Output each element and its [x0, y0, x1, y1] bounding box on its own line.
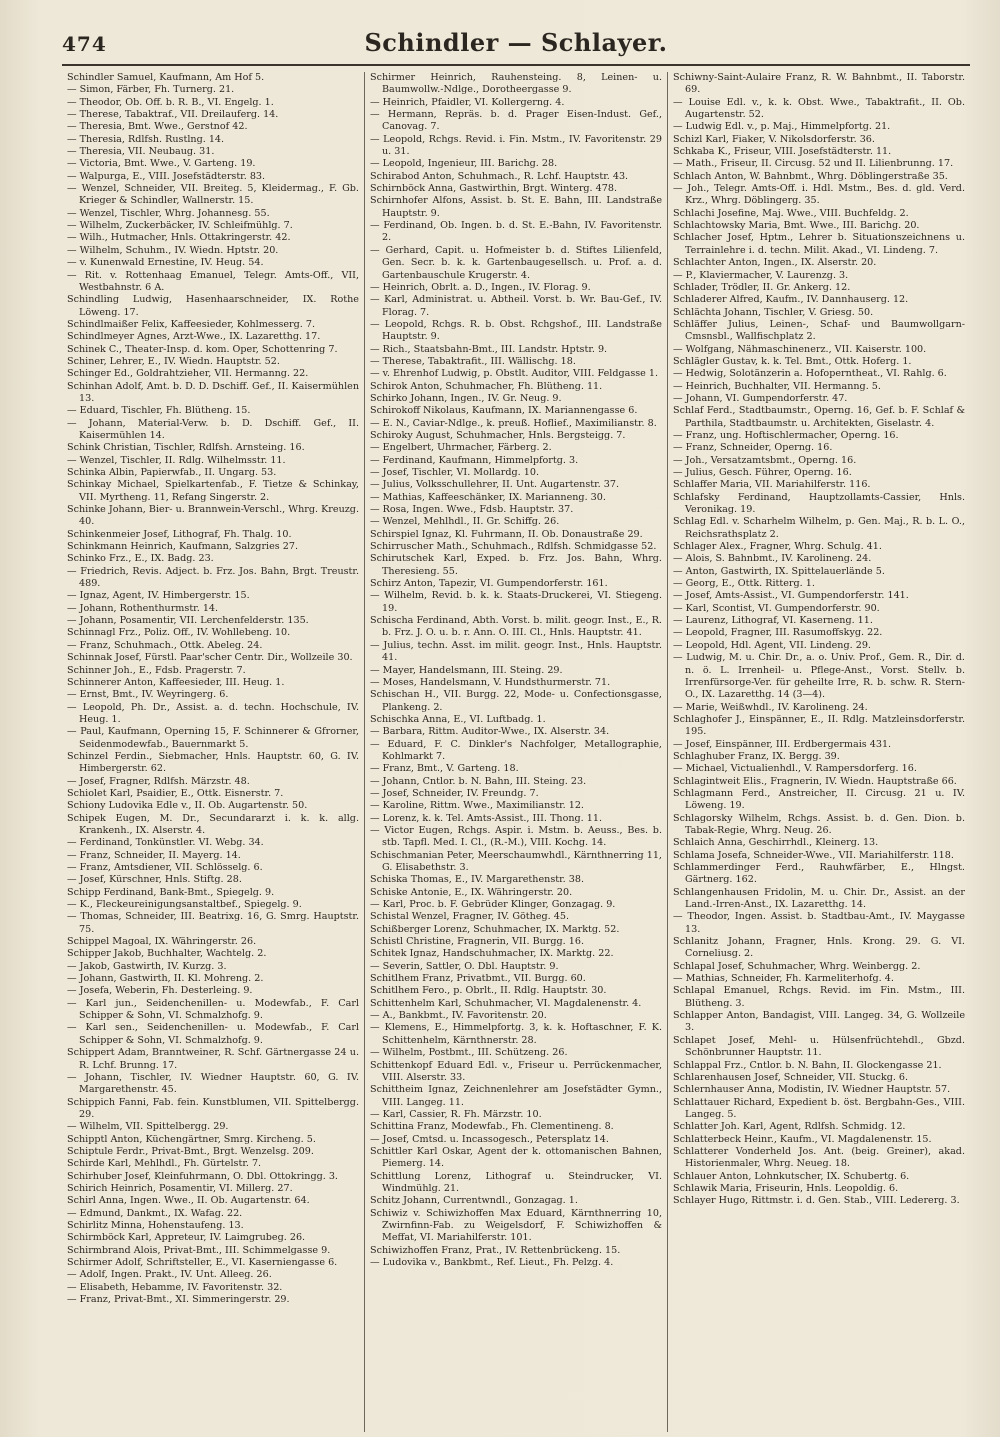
directory-entry: Schinnagl Frz., Poliz. Off., IV. Wohllebeng. 10.: [67, 627, 291, 639]
directory-entry: Schink Christian, Tischler, Rdlfsh. Arnsteing. 16.: [67, 442, 305, 454]
directory-entry: Schiner, Lehrer, E., IV. Wiedn. Hauptstr. 52.: [67, 355, 280, 367]
directory-entry: Schinkenmeier Josef, Lithograf, Fh. Thalg. 10.: [67, 528, 292, 540]
directory-entry: — Wenzel, Schneider, VII. Breiteg. 5, Kleidermag., F. Gb. Krieger & Schindler, Wallnerstr. 15.: [67, 183, 359, 207]
directory-entry: — Louise Edl. v., k. k. Obst. Wwe., Tabaktrafit., II. Ob. Augartenstr. 52.: [673, 96, 965, 121]
directory-entry: — Thomas, Schneider, III. Beatrixg. 16, G. Smrg. Hauptstr. 75.: [67, 911, 359, 935]
directory-entry: Schirz Anton, Tapezir, VI. Gumpendorferstr. 161.: [370, 578, 608, 590]
directory-entry: Schiwizhoffen Franz, Prat., IV. Rettenbrückeng. 15.: [370, 1244, 621, 1256]
directory-entry: — Franz, Bmt., V. Garteng. 18.: [370, 763, 519, 775]
directory-entry: Schlama Josefa, Schneider-Wwe., VII. Mariahilferstr. 118.: [673, 849, 954, 861]
directory-entry: Schirmböck Karl, Appreteur, IV. Laimgrubeg. 26.: [67, 1232, 306, 1244]
directory-entry: — Ferdinand, Tonkünstler. VI. Webg. 34.: [67, 837, 264, 849]
directory-entry: Schindling Ludwig, Hasenhaarschneider, IX. Rothe Löweng. 17.: [67, 294, 359, 318]
directory-entry: — Franz, Schneider, II. Mayerg. 14.: [67, 849, 241, 861]
directory-entry: — v. Kunenwald Ernestine, IV. Heug. 54.: [67, 257, 264, 269]
directory-entry: Schinko Frz., E., IX. Badg. 23.: [67, 553, 214, 565]
directory-entry: Schirnböck Anna, Gastwirthin, Brgt. Winterg. 478.: [370, 183, 618, 195]
directory-entry: — Laurenz, Lithograf, VI. Kaserneng. 11.: [673, 615, 873, 627]
directory-entry: Schittler Karl Oskar, Agent der k. ottomanischen Bahnen, Piemerg. 14.: [370, 1145, 662, 1170]
directory-entry: Schipp Ferdinand, Bank-Bmt., Spiegelg. 9.: [67, 886, 275, 898]
directory-entry: Schitek Ignaz, Handschuhmacher, IX. Marktg. 22.: [370, 948, 614, 960]
directory-entry: — Edmund, Dankmt., IX. Wafag. 22.: [67, 1207, 243, 1219]
directory-entry: — Rosa, Ingen. Wwe., Fdsb. Hauptstr. 37.: [370, 504, 574, 516]
directory-entry: Schirok Anton, Schuhmacher, Fh. Blütheng. 11.: [370, 380, 603, 392]
directory-entry: Schirhuber Josef, Kleinfuhrmann, O. Dbl. Ottokringg. 3.: [67, 1170, 338, 1182]
directory-entry: — Math., Friseur, II. Circusg. 52 und II. Lilienbrunng. 17.: [673, 158, 954, 170]
directory-entry: Schittenkopf Eduard Edl. v., Friseur u. Perrückenmacher, VIII. Alserstr. 33.: [370, 1059, 662, 1083]
directory-entry: — Simon, Färber, Fh. Turnerg. 21.: [67, 84, 235, 96]
directory-entry: Schlachi Josefine, Maj. Wwe., VIII. Buchfeldg. 2.: [673, 207, 909, 219]
directory-entry: — Joh., Telegr. Amts-Off. i. Hdl. Mstm., Bes. d. gld. Verd. Krz., Whrg. Döblingerg. 35.: [673, 183, 965, 207]
directory-entry: Schirruscher Math., Schuhmach., Rdlfsh. Schmidgasse 52.: [370, 541, 657, 553]
running-title: Schindler — Schlayer.: [364, 28, 668, 57]
directory-entry: Schinger Ed., Goldrahtzieher, VII. Hermanng. 22.: [67, 368, 309, 380]
directory-entry: Schirmbrand Alois, Privat-Bmt., III. Schimmelgasse 9.: [67, 1244, 331, 1256]
directory-entry: — Elisabeth, Hebamme, IV. Favoritenstr. 32.: [67, 1281, 283, 1293]
directory-entry: — Therese, Tabaktraf., VII. Dreilauferg. 14.: [67, 109, 279, 121]
page-number: 474: [62, 32, 107, 56]
directory-entry: — Leopold, Fragner, III. Rasumoffskyg. 22.: [673, 627, 883, 639]
directory-entry: Schirde Karl, Mehlhdl., Fh. Gürtelstr. 7.: [67, 1158, 262, 1170]
directory-entry: — Walpurga, E., VIII. Josefstädterstr. 83.: [67, 170, 266, 182]
directory-entry: Schippert Adam, Branntweiner, R. Schf. Gärtnergasse 24 u. R. Lchf. Brunng. 17.: [67, 1047, 359, 1071]
directory-entry: — Wilhelm, Zuckerbäcker, IV. Schleifmühlg. 7.: [67, 220, 293, 232]
directory-entry: — Karl, Cassier, R. Fh. Märzstr. 10.: [370, 1108, 542, 1120]
directory-entry: Schizl Karl, Fiaker, V. Nikolsdorferstr. 36.: [673, 133, 875, 145]
directory-entry: — Jakob, Gastwirth, IV. Kurzg. 3.: [67, 960, 227, 972]
header-rule: [62, 64, 970, 66]
directory-entry: — Franz, Privat-Bmt., XI. Simmeringerstr. 29.: [67, 1294, 290, 1306]
directory-entry: Schinek C., Theater-Insp. d. kom. Oper, Schottenring 7.: [67, 343, 338, 355]
directory-entry: Schlägler Gustav, k. k. Tel. Bmt., Ottk. Hoferg. 1.: [673, 355, 912, 367]
directory-entry: Schlag Edl. v. Scharhelm Wilhelm, p. Gen. Maj., R. b. L. O., Reichsrathsplatz 2.: [673, 516, 965, 540]
directory-entry: Schirabod Anton, Schuhmach., R. Lchf. Hauptstr. 43.: [370, 170, 629, 182]
directory-entry: — Gerhard, Capit. u. Hofmeister b. d. Stiftes Lilienfeld, Gen. Secr. b. k. k. Gartenbaugesellsch. u. Prof. a. d. Gartenbauschule Krugerstr. 4.: [370, 244, 662, 281]
directory-entry: Schirlitz Minna, Hohenstaufeng. 13.: [67, 1219, 244, 1231]
directory-entry: Schlatterbeck Heinr., Kaufm., VI. Magdalenenstr. 15.: [673, 1133, 932, 1145]
directory-entry: Schinkmann Heinrich, Kaufmann, Salzgries 27.: [67, 541, 299, 553]
directory-entry: Schippel Magoal, IX. Währingerstr. 26.: [67, 936, 257, 948]
directory-entry: — Josef, Fragner, Rdlfsh. Märzstr. 48.: [67, 775, 250, 787]
directory-entry: — Franz, Schuhmach., Ottk. Abeleg. 24.: [67, 639, 263, 651]
directory-entry: — Ludwig Edl. v., p. Maj., Himmelpfortg. 21.: [673, 121, 891, 133]
directory-entry: Schlawik Maria, Friseurin, Hnls. Leopoldig. 6.: [673, 1182, 899, 1194]
directory-columns: [62, 72, 970, 1432]
directory-entry: Schischan H., VII. Burgg. 22, Mode- u. Confectionsgasse, Plankeng. 2.: [370, 689, 662, 713]
directory-entry: — Ludovika v., Bankbmt., Ref. Lieut., Fh. Pelzg. 4.: [370, 1257, 614, 1268]
directory-entry: — Heinrich, Buchhalter, VII. Hermanng. 5.: [673, 380, 881, 392]
directory-entry: Schlapal Josef, Schuhmacher, Whrg. Weinbergg. 2.: [673, 960, 921, 972]
directory-entry: Schirspiel Ignaz, Kl. Fuhrmann, II. Ob. Donaustraße 29.: [370, 528, 643, 540]
directory-entry: Schirmer Adolf, Schriftsteller, E., VI. Kaserniengasse 6.: [67, 1257, 338, 1268]
directory-entry: — Klemens, E., Himmelpfortg. 3, k. k. Hoftaschner, F. K. Schittenhelm, Kärnthnerstr. 28.: [370, 1022, 662, 1046]
directory-entry: Schinhan Adolf, Amt. b. D. D. Dschiff. Gef., II. Kaisermühlen 13.: [67, 380, 359, 404]
directory-entry: — Josef, Schneider, IV. Freundg. 7.: [370, 787, 539, 799]
directory-entry: Schinzel Ferdin., Siebmacher, Hnls. Hauptstr. 60, G. IV. Himbergerstr. 62.: [67, 750, 359, 775]
directory-entry: — Josefa, Weberin, Fh. Desterleing. 9.: [67, 985, 253, 997]
directory-entry: — A., Bankbmt., IV. Favoritenstr. 20.: [370, 1010, 547, 1022]
directory-entry: — Franz, ung. Hoftischlermacher, Operng. 16.: [673, 429, 899, 441]
directory-entry: — Rit. v. Rottenhaag Emanuel, Telegr. Amts-Off., VII, Westbahnstr. 6 A.: [67, 269, 359, 293]
directory-entry: — Johann, Tischler, IV. Wiedner Hauptstr. 60, G. IV. Margarethenstr. 45.: [67, 1071, 359, 1096]
directory-entry: Schlach Anton, W. Bahnbmt., Whrg. Döblingerstraße 35.: [673, 170, 948, 182]
directory-entry: — Theodor, Ob. Off. b. R. B., VI. Engelg. 1.: [67, 96, 274, 108]
directory-entry: — Victoria, Bmt. Wwe., V. Garteng. 19.: [67, 158, 256, 170]
directory-entry: Schitlhem Franz, Privatbmt., VII. Burgg. 60.: [370, 973, 586, 985]
directory-entry: Schlager Alex., Fragner, Whrg. Schulg. 41.: [673, 541, 882, 553]
directory-entry: — Wilh., Hutmacher, Hnls. Ottakringerstr. 42.: [67, 232, 291, 244]
directory-entry: — Georg, E., Ottk. Ritterg. 1.: [673, 578, 815, 590]
directory-entry: — Victor Eugen, Rchgs. Aspir. i. Mstm. b. Aeuss., Bes. b. stb. Tapfl. Med. I. Cl., (R.-M.), VIII. Kochg. 14.: [370, 824, 662, 849]
directory-entry: — Wenzel, Mehlhdl., II. Gr. Schiffg. 26.: [370, 516, 560, 528]
directory-entry: — Mayer, Handelsmann, III. Steing. 29.: [370, 664, 563, 676]
directory-entry: — Leopold, Rchgs. R. b. Obst. Rchgshof., III. Landstraße Hauptstr. 9.: [370, 318, 662, 343]
directory-entry: Schlafsky Ferdinand, Hauptzollamts-Cassier, Hnls. Veronikag. 19.: [673, 491, 965, 516]
directory-entry: Schlaghofer J., Einspänner, E., II. Rdlg. Matzleinsdorferstr. 195.: [673, 713, 965, 738]
directory-entry: — Julius, techn. Asst. im milit. geogr. Inst., Hnls. Hauptstr. 41.: [370, 639, 662, 664]
directory-entry: Schischmanian Peter, Meerschaumwhdl., Kärnthnerring 11, G. Elisabethstr. 3.: [370, 849, 662, 873]
directory-entry: Schlagmann Ferd., Anstreicher, II. Circusg. 21 u. IV. Löweng. 19.: [673, 787, 965, 812]
directory-entry: Schippich Fanni, Fab. fein. Kunstblumen, VII. Spittelbergg. 29.: [67, 1096, 359, 1120]
directory-entry: — Engelbert, Uhrmacher, Färberg. 2.: [370, 442, 552, 454]
directory-entry: Schirl Anna, Ingen. Wwe., II. Ob. Augartenstr. 64.: [67, 1195, 310, 1207]
directory-entry: Schlaffer Maria, VII. Mariahilferstr. 116.: [673, 479, 871, 491]
directory-entry: — Karl, Proc. b. F. Gebrüder Klinger, Gonzagag. 9.: [370, 899, 616, 911]
directory-entry: Schlacher Josef, Hptm., Lehrer b. Situationszeichnens u. Terrainlehre i. d. techn. Milit. Akad., VI. Lindeng. 7.: [673, 232, 965, 256]
column-right: [667, 72, 970, 1432]
directory-entry: — Julius, Volksschullehrer, II. Unt. Augartenstr. 37.: [370, 479, 620, 491]
directory-entry: Schkaba K., Friseur, VIII. Josefstädterstr. 11.: [673, 146, 892, 158]
directory-entry: — Karl sen., Seidenchenillen- u. Modewfab., F. Carl Schipper & Sohn, VI. Schmalzhofg. 9.: [67, 1022, 359, 1046]
directory-entry: — Josef, Kürschner, Hnls. Stiftg. 28.: [67, 874, 242, 886]
page-header: [62, 26, 970, 60]
directory-entry: Schläffer Julius, Leinen-, Schaf- und Baumwollgarn-Cmsnsbl., Wallfischplatz 2.: [673, 318, 965, 343]
directory-entry: — Severin, Sattler, O. Dbl. Hauptstr. 9.: [370, 960, 559, 972]
directory-entry: Schinnak Josef, Fürstl. Paar'scher Centr. Dir., Wollzeile 30.: [67, 652, 353, 664]
directory-entry: Schiolet Karl, Psaidier, E., Ottk. Eisnerstr. 7.: [67, 787, 284, 799]
directory-entry: — Wenzel, Tischler, II. Rdlg. Wilhelmsstr. 11.: [67, 454, 286, 466]
directory-entry: Schlangenhausen Fridolin, M. u. Chir. Dr., Assist. an der Land.-Irren-Anst., IX. Lazaretthg. 14.: [673, 886, 965, 911]
directory-entry: Schiwiz v. Schiwizhoffen Max Eduard, Kärnthnerring 10, Zwirnfinn-Fab. zu Weigelsdorf, F. Schiwizhoffen & Meffat, VI. Mariahilferstr. 101.: [370, 1207, 662, 1244]
directory-entry: Schitz Johann, Currentwndl., Gonzagag. 1.: [370, 1195, 578, 1207]
directory-entry: — K., Fleckeureinigungsanstaltbef., Spiegelg. 9.: [67, 899, 302, 911]
directory-entry: Schirmer Heinrich, Rauhensteing. 8, Leinen- u. Baumwollw.-Ndlge., Dorotheergasse 9.: [370, 72, 662, 96]
directory-entry: — Lorenz, k. k. Tel. Amts-Assist., III. Thong. 11.: [370, 812, 603, 824]
directory-entry: Schipptl Anton, Küchengärtner, Smrg. Kircheng. 5.: [67, 1133, 316, 1145]
directory-entry: — Karl jun., Seidenchenillen- u. Modewfab., F. Carl Schipper & Sohn, VI. Schmalzhofg. 9.: [67, 997, 359, 1022]
directory-entry: Schlatterer Vonderheld Jos. Ant. (beig. Greiner), akad. Historienmaler, Whrg. Neueg. 18.: [673, 1145, 965, 1170]
directory-entry: — Eduard, Tischler, Fh. Blütheng. 15.: [67, 405, 251, 417]
directory-entry: — Mathias, Schneider, Fh. Karmeliterhofg. 4.: [673, 973, 894, 985]
directory-entry: Schlagorsky Wilhelm, Rchgs. Assist. b. d. Gen. Dion. b. Tabak-Regie, Whrg. Neug. 26.: [673, 812, 965, 836]
directory-entry: — Johann, VI. Gumpendorferstr. 47.: [673, 392, 848, 404]
directory-entry: — Leopold, Hdl. Agent, VII. Lindeng. 29.: [673, 639, 871, 651]
directory-entry: — Friedrich, Revis. Adject. b. Frz. Jos. Bahn, Brgt. Treustr. 489.: [67, 565, 359, 590]
directory-entry: — Eduard, F. C. Dinkler's Nachfolger, Metallographie, Kohlmarkt 7.: [370, 738, 662, 762]
directory-entry: Schinka Albin, Papierwfab., II. Ungarg. 53.: [67, 467, 277, 478]
directory-entry: — Karl, Administrat. u. Abtheil. Vorst. b. Wr. Bau-Gef., IV. Florag. 7.: [370, 294, 662, 318]
directory-entry: Schlarenhausen Josef, Schneider, VII. Stuckg. 6.: [673, 1071, 909, 1083]
directory-entry: — Mathias, Kaffeeschänker, IX. Marianneng. 30.: [370, 491, 606, 503]
directory-entry: Schiroky August, Schuhmacher, Hnls. Bergsteigg. 7.: [370, 429, 626, 441]
directory-entry: Schlächta Johann, Tischler, V. Griesg. 50.: [673, 306, 874, 318]
directory-entry: — Josef, Amts-Assist., VI. Gumpendorferstr. 141.: [673, 590, 909, 602]
directory-entry: — Adolf, Ingen. Prakt., IV. Unt. Alleeg. 26.: [67, 1269, 272, 1281]
directory-entry: Schipek Eugen, M. Dr., Secundararzt i. k. k. allg. Krankenh., IX. Alserstr. 4.: [67, 812, 359, 836]
directory-entry: Schlauer Anton, Lohnkutscher, IX. Schubertg. 6.: [673, 1170, 910, 1182]
directory-entry: Schirutschek Karl, Exped. b. Frz. Jos. Bahn, Whrg. Theresieng. 55.: [370, 553, 662, 577]
directory-entry: Schiwny-Saint-Aulaire Franz, R. W. Bahnbmt., II. Taborstr. 69.: [673, 72, 965, 96]
directory-entry: — Theresia, VII. Neubaug. 31.: [67, 146, 215, 158]
directory-entry: — Ferdinand, Kaufmann, Himmelpfortg. 3.: [370, 454, 579, 466]
directory-entry: — Ferdinand, Ob. Ingen. b. d. St. E.-Bahn, IV. Favoritenstr. 2.: [370, 220, 662, 244]
directory-entry: Schindlmeyer Agnes, Arzt-Wwe., IX. Lazaretthg. 17.: [67, 331, 321, 343]
directory-entry: — Johann, Posamentir, VII. Lerchenfelderstr. 135.: [67, 615, 309, 627]
directory-entry: Schlernhauser Anna, Modistin, IV. Wiedner Hauptstr. 57.: [673, 1084, 951, 1096]
directory-entry: — Wilhelm, Revid. b. k. k. Staats-Druckerei, VI. Stiegeng. 19.: [370, 590, 662, 614]
directory-entry: — Barbara, Rittm. Auditor-Wwe., IX. Alserstr. 34.: [370, 726, 610, 738]
directory-entry: — Theodor, Ingen. Assist. b. Stadtbau-Amt., IV. Maygasse 13.: [673, 911, 965, 935]
directory-entry: Schlanitz Johann, Fragner, Hnls. Krong. 29. G. VI. Corneliusg. 2.: [673, 936, 965, 960]
directory-entry: — Wilhelm, Schuhm., IV. Wiedn. Hptstr. 20.: [67, 244, 279, 256]
directory-entry: Schitlhem Fero., p. Obrlt., II. Rdlg. Hauptstr. 30.: [370, 985, 607, 997]
directory-entry: Schladerer Alfred, Kaufm., IV. Dannhauserg. 12.: [673, 294, 909, 306]
directory-entry: — Ignaz, Agent, IV. Himbergerstr. 15.: [67, 590, 250, 602]
directory-entry: — Marie, Weißwhdl., IV. Karolineng. 24.: [673, 701, 868, 713]
directory-entry: — Karoline, Rittm. Wwe., Maximilianstr. 12.: [370, 800, 584, 812]
directory-entry: Schindlmaißer Felix, Kaffeesieder, Kohlmesserg. 7.: [67, 318, 316, 330]
directory-entry: Schlader, Trödler, II. Gr. Ankerg. 12.: [673, 281, 851, 293]
column-left: [62, 72, 364, 1432]
directory-entry: Schlaich Anna, Geschirrhdl., Kleinerg. 13.: [673, 837, 879, 849]
directory-entry: Schipper Jakob, Buchhalter, Wachtelg. 2.: [67, 948, 267, 960]
directory-entry: — Hermann, Repräs. b. d. Prager Eisen-Indust. Gef., Canovag. 7.: [370, 109, 662, 133]
directory-entry: — Therese, Tabaktrafit., III. Wällischg. 18.: [370, 355, 576, 367]
directory-entry: Schlachtowsky Maria, Bmt. Wwe., III. Barichg. 20.: [673, 220, 920, 232]
directory-entry: — Michael, Victualienhdl., V. Rampersdorferg. 16.: [673, 763, 917, 775]
directory-entry: Schittenhelm Karl, Schuhmacher, VI. Magdalenenstr. 4.: [370, 997, 642, 1009]
directory-entry: Schiony Ludovika Edle v., II. Ob. Augartenstr. 50.: [67, 800, 308, 812]
directory-entry: Schittina Franz, Modewfab., Fh. Clementineng. 8.: [370, 1121, 614, 1133]
directory-entry: Schiske Antonie, E., IX. Währingerstr. 20.: [370, 886, 573, 898]
directory-entry: Schlapet Josef, Mehl- u. Hülsenfrüchtehdl., Gbzd. Schönbrunner Hauptstr. 11.: [673, 1034, 965, 1059]
directory-entry: — Franz, Schneider, Operng. 16.: [673, 442, 833, 454]
directory-entry: Schlatter Joh. Karl, Agent, Rdlfsh. Schmidg. 12.: [673, 1121, 906, 1133]
directory-entry: — Paul, Kaufmann, Operning 15, F. Schinnerer & Gfrorner, Seidenmodewfab., Bauernmarkt 5.: [67, 726, 359, 750]
directory-entry: — E. N., Caviar-Ndlge., k. preuß. Hoflief., Maximilianstr. 8.: [370, 417, 657, 429]
directory-entry: — Theresia, Bmt. Wwe., Gerstnof 42.: [67, 121, 248, 133]
directory-entry: Schinnerer Anton, Kaffeesieder, III. Heug. 1.: [67, 676, 285, 688]
directory-entry: — Johann, Cntlor. b. N. Bahn, III. Steing. 23.: [370, 775, 587, 787]
directory-entry: — Wolfgang, Nähmaschinenerz., VII. Kaiserstr. 100.: [673, 343, 927, 355]
directory-entry: Schlapper Anton, Bandagist, VIII. Langeg. 34, G. Wollzeile 3.: [673, 1010, 965, 1034]
directory-entry: Schirko Johann, Ingen., IV. Gr. Neug. 9.: [370, 392, 562, 404]
directory-entry: — Rich., Staatsbahn-Bmt., III. Landstr. Hptstr. 9.: [370, 343, 608, 355]
directory-entry: — Wilhelm, VII. Spittelbergg. 29.: [67, 1121, 229, 1133]
directory-entry: Schistal Wenzel, Fragner, IV. Götheg. 45.: [370, 911, 570, 923]
directory-entry: — P., Klaviermacher, V. Laurenzg. 3.: [673, 269, 849, 281]
directory-entry: Schirokoff Nikolaus, Kaufmann, IX. Mariannengasse 6.: [370, 405, 638, 417]
directory-entry: Schiska Thomas, E., IV. Margarethenstr. 38.: [370, 874, 584, 886]
directory-entry: Schittlung Lorenz, Lithograf u. Steindrucker, VI. Windmühlg. 21.: [370, 1170, 662, 1194]
directory-entry: — Ludwig, M. u. Chir. Dr., a. o. Univ. Prof., Gem. R., Dir. d. n. ö. L. Irrenheil- u. Pflege-Anst., Vorst. Stellv. b. Irrenfürsorge-Ver. für geheilte Irre, R. b. schw. R. Stern-O., IX. Lazaretthg. 14 (3—4).: [673, 652, 965, 701]
directory-entry: Schlammerdinger Ferd., Rauhwfärber, E., Hlngst. Gärtnerg. 162.: [673, 862, 965, 886]
directory-entry: — Hedwig, Solotänzerin a. Hofoperntheat., VI. Rahlg. 6.: [673, 368, 947, 380]
directory-entry: Schißberger Lorenz, Schuhmacher, IX. Marktg. 52.: [370, 923, 620, 935]
directory-entry: — Johann, Rothenthurmstr. 14.: [67, 602, 219, 614]
directory-entry: Schistl Christine, Fragnerin, VII. Burgg. 16.: [370, 936, 585, 948]
directory-entry: Schlattauer Richard, Expedient b. öst. Bergbahn-Ges., VIII. Langeg. 5.: [673, 1096, 965, 1120]
directory-entry: — Leopold, Ingenieur, III. Barichg. 28.: [370, 158, 558, 170]
directory-entry: — Leopold, Rchgs. Revid. i. Fin. Mstm., IV. Favoritenstr. 29 u. 31.: [370, 133, 662, 158]
directory-entry: — Anton, Gastwirth, IX. Spittelauerlände 5.: [673, 565, 885, 577]
directory-entry: Schlapal Emanuel, Rchgs. Revid. im Fin. Mstm., III. Blütheng. 3.: [673, 985, 965, 1009]
directory-entry: — Josef, Cmtsd. u. Incassogesch., Petersplatz 14.: [370, 1133, 609, 1145]
directory-entry: — Heinrich, Pfaidler, VI. Kollergerng. 4.: [370, 96, 565, 108]
directory-entry: — Wenzel, Tischler, Whrg. Johannesg. 55.: [67, 207, 270, 219]
directory-entry: — Leopold, Ph. Dr., Assist. a. d. techn. Hochschule, IV. Heug. 1.: [67, 701, 359, 725]
directory-entry: Schischka Anna, E., VI. Luftbadg. 1.: [370, 713, 546, 725]
directory-entry: Schischa Ferdinand, Abth. Vorst. b. milit. geogr. Inst., E., R. b. Frz. J. O. u. b. r. Ann. O. III. Cl., Hnls. Hauptstr. 41.: [370, 615, 662, 639]
directory-entry: — Franz, Amtsdiener, VII. Schlösselg. 6.: [67, 862, 263, 873]
directory-entry: Schirnhofer Alfons, Assist. b. St. E. Bahn, III. Landstraße Hauptstr. 9.: [370, 195, 662, 219]
directory-entry: — Wilhelm, Postbmt., III. Schützeng. 26.: [370, 1047, 568, 1059]
directory-entry: — Alois, S. Bahnbmt., IV. Karolineng. 24.: [673, 553, 872, 565]
directory-entry: Schinkay Michael, Spielkartenfab., F. Tietze & Schinkay, VII. Myrtheng. 11, Refang Singerstr. 2.: [67, 479, 359, 503]
directory-entry: — Karl, Scontist, VI. Gumpendorferstr. 90.: [673, 602, 880, 614]
directory-entry: — Theresia, Rdlfsh. Rustlng. 14.: [67, 133, 225, 145]
directory-entry: — Julius, Gesch. Führer, Operng. 16.: [673, 467, 852, 478]
directory-entry: Schindler Samuel, Kaufmann, Am Hof 5.: [67, 72, 265, 83]
directory-entry: — Johann, Gastwirth, II. Kl. Mohreng. 2.: [67, 973, 264, 985]
directory-entry: — Heinrich, Obrlt. a. D., Ingen., IV. Florag. 9.: [370, 281, 591, 293]
directory-entry: Schinner Joh., E., Fdsb. Pragerstr. 7.: [67, 664, 246, 676]
directory-entry: Schiptule Ferdr., Privat-Bmt., Brgt. Wenzelsg. 209.: [67, 1145, 314, 1157]
directory-entry: Schirich Heinrich, Posamentir, VI. Millerg. 27.: [67, 1182, 293, 1194]
directory-entry: Schlayer Hugo, Rittmstr. i. d. Gen. Stab., VIII. Ledererg. 3.: [673, 1195, 960, 1207]
directory-entry: — Josef, Einspänner, III. Erdbergermais 431.: [673, 738, 892, 750]
directory-entry: Schlachter Anton, Ingen., IX. Alserstr. 20.: [673, 257, 877, 269]
directory-entry: — Joh., Versatzamtsbmt., Operng. 16.: [673, 454, 857, 466]
directory-entry: Schinke Johann, Bier- u. Brannwein-Verschl., Whrg. Kreuzg. 40.: [67, 504, 359, 528]
directory-entry: — Moses, Handelsmann, V. Hundsthurmerstr. 71.: [370, 676, 611, 688]
directory-entry: — Johann, Material-Verw. b. D. Dschiff. Gef., II. Kaisermühlen 14.: [67, 417, 359, 441]
directory-entry: — Josef, Tischler, VI. Mollardg. 10.: [370, 467, 539, 478]
directory-entry: Schlaghuber Franz, IX. Bergg. 39.: [673, 750, 840, 762]
directory-entry: — v. Ehrenhof Ludwig, p. Obstlt. Auditor, VIII. Feldgasse 1.: [370, 368, 659, 380]
directory-entry: Schlagintweit Elis., Fragnerin, IV. Wiedn. Hauptstraße 66.: [673, 775, 957, 787]
directory-entry: Schlaf Ferd., Stadtbaumstr., Operng. 16, Gef. b. F. Schlaf & Parthila, Stadtbaumstr. u. Architekten, Giselastr. 4.: [673, 405, 965, 429]
directory-entry: Schlappal Frz., Cntlor. b. N. Bahn, II. Glockengasse 21.: [673, 1059, 942, 1071]
directory-entry: — Ernst, Bmt., IV. Weyringerg. 6.: [67, 689, 229, 701]
column-middle: [364, 72, 667, 1432]
directory-entry: Schittheim Ignaz, Zeichnenlehrer am Josefstädter Gymn., VIII. Langeg. 11.: [370, 1084, 662, 1108]
